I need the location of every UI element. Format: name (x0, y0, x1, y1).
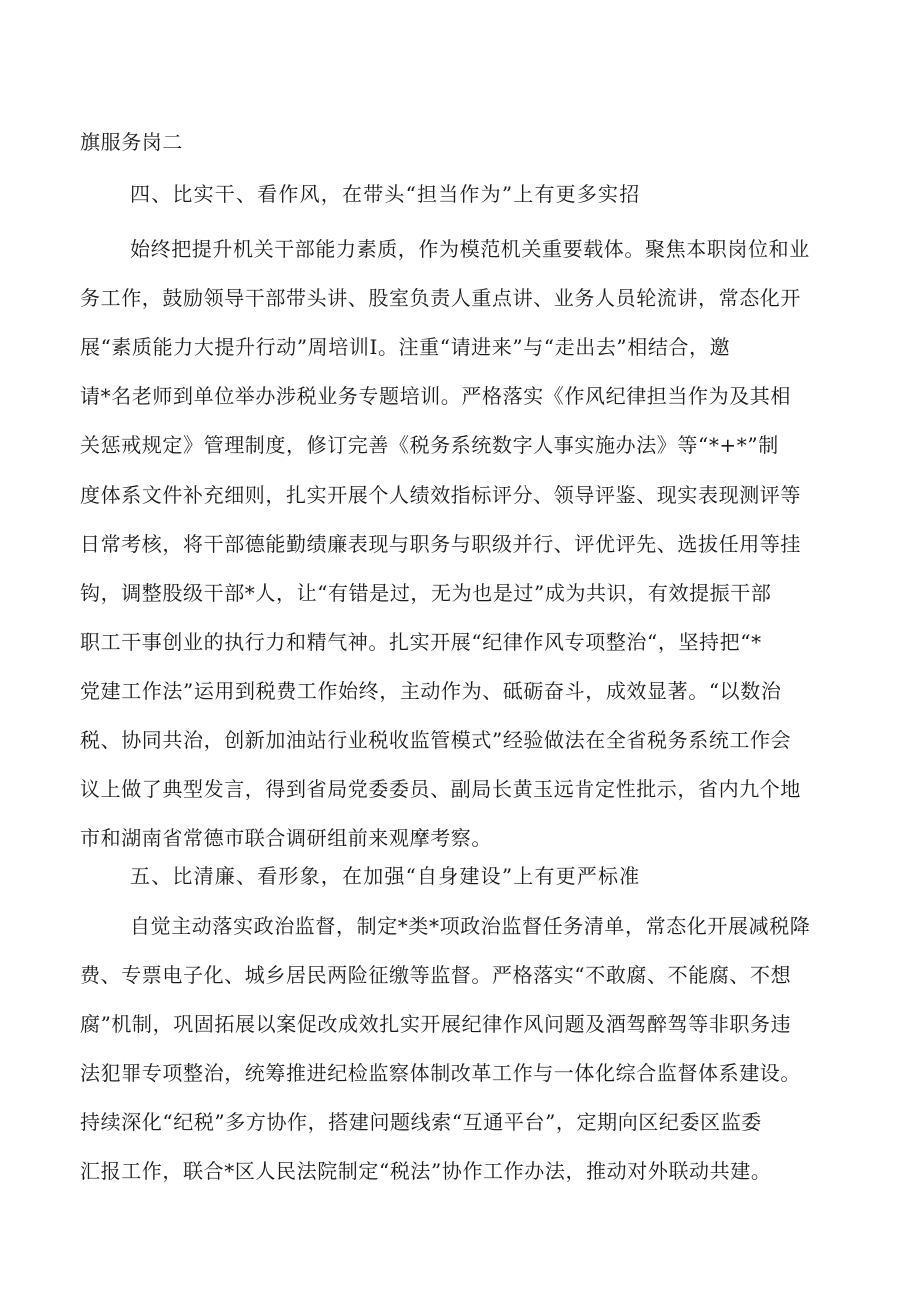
paragraph-line: 务工作，鼓励领导干部带头讲、股室负责人重点讲、业务人员轮流讲，常态化开 (80, 286, 801, 310)
paragraph-line: 汇报工作，联合*区人民法院制定“税法”协作工作办法，推动对外联动共建。 (80, 1159, 772, 1183)
paragraph-line: 议上做了典型发言，得到省局党委委员、副局长黄玉远肯定性批示，省内九个地 (80, 777, 801, 801)
paragraph-line: 税、协同共治，创新加油站行业税收监管模式”经验做法在全省税务系统工作会 (80, 728, 792, 752)
paragraph-line: 始终把提升机关干部能力素质，作为模范机关重要载体。聚焦本职岗位和业 (130, 237, 810, 261)
section-heading-4: 四、比实干、看作风，在带头“担当作为”上有更多实招 (130, 182, 641, 206)
paragraph-line: 钩，调整股级干部*人，让“有错是过，无为也是过”成为共识，有效提振干部 (80, 581, 772, 605)
paragraph-line: 职工干事创业的执行力和精气神。扎实开展“纪律作风专项整治“，坚持把“* (80, 630, 762, 654)
text-line-continuation: 旗服务岗二 (80, 130, 183, 154)
paragraph-line: 展“素质能力大提升行动”周培训I。注重“请进来”与“走出去”相结合，邀 (80, 335, 731, 359)
section-heading-5: 五、比清廉、看形象，在加强“自身建设”上有更严标准 (130, 864, 641, 888)
paragraph-line: 日常考核，将干部德能勤绩廉表现与职务与职级并行、评优评先、选拔任用等挂 (80, 532, 801, 556)
paragraph-line: 请*名老师到单位举办涉税业务专题培训。严格落实《作风纪律担当作为及其相 (80, 384, 791, 408)
paragraph-line: 度体系文件补充细则，扎实开展个人绩效指标评分、领导评鉴、现实表现测评等 (80, 483, 801, 507)
paragraph-line: 市和湖南省常德市联合调研组前来观摩考察。 (80, 826, 492, 850)
paragraph-line: 自觉主动落实政治监督，制定*类*项政治监督任务清单，常态化开展减税降 (130, 914, 811, 938)
paragraph-line: 党建工作法”运用到税费工作始终，主动作为、砥砺奋斗，成效显著。“以数治 (80, 679, 782, 703)
paragraph-line: 持续深化“纪税”多方协作，搭建问题线索“互通平台”，定期向区纪委区监委 (80, 1110, 762, 1134)
paragraph-line: 费、专票电子化、城乡居民两险征缴等监督。严格落实“不敢腐、不能腐、不想 (80, 963, 792, 987)
paragraph-line: 关惩戒规定》管理制度，修订完善《税务系统数字人事实施办法》等“*+*”制 (80, 433, 779, 457)
paragraph-line: 法犯罪专项整治，统筹推进纪检监察体制改革工作与一体化综合监督体系建设。 (80, 1061, 801, 1085)
paragraph-line: 腐”机制，巩固拓展以案促改成效扎实开展纪律作风问题及酒驾醉驾等非职务违 (80, 1012, 792, 1036)
